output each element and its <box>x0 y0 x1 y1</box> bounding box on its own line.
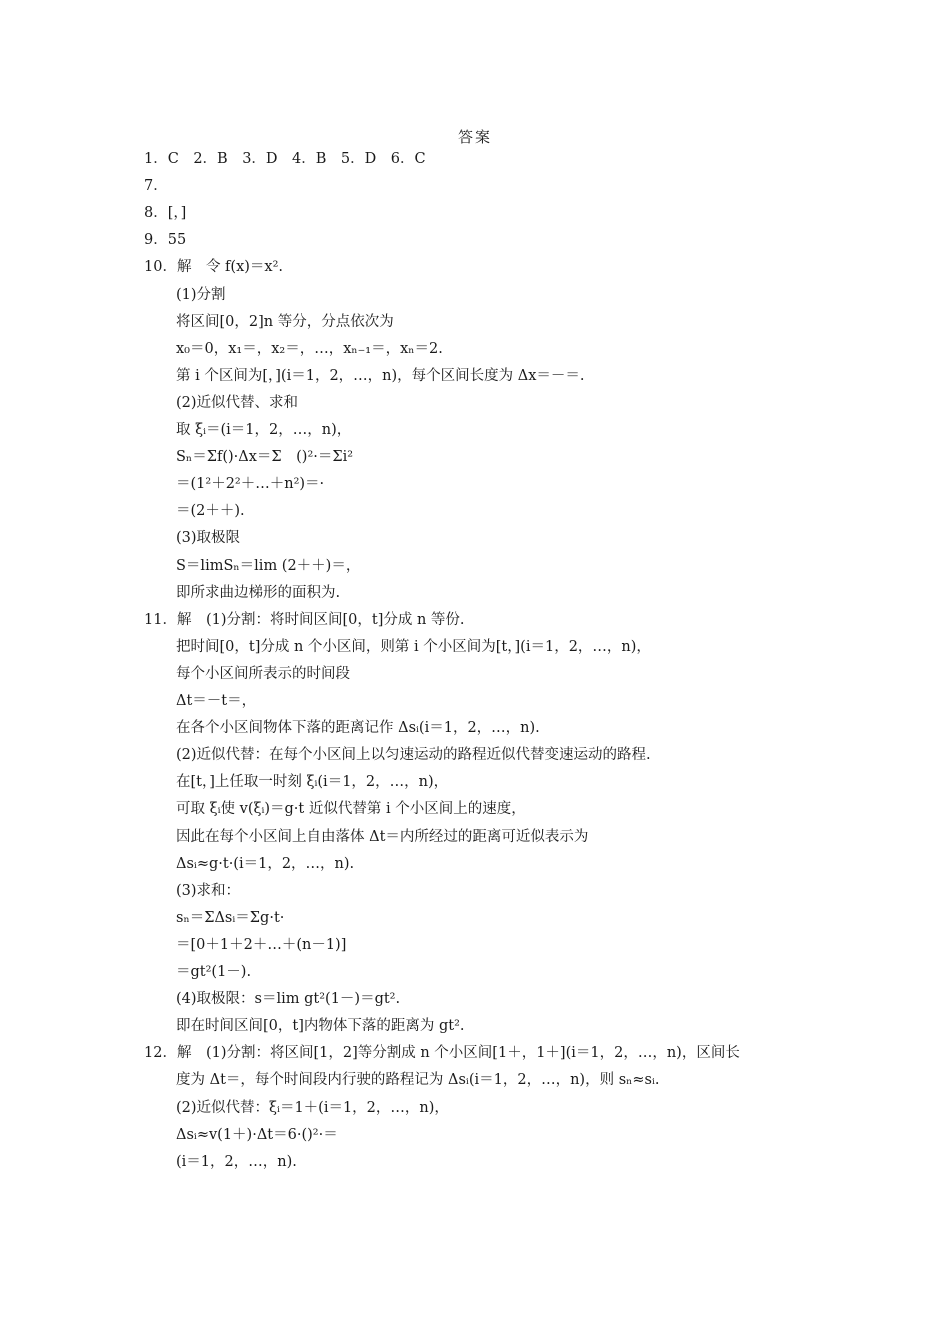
text-line: 即所求曲边梯形的面积为. <box>176 584 341 601</box>
text-line: 度为 Δt＝，每个时间段内行驶的路程记为 Δsᵢ(i＝1，2，…，n)，则 sₙ≈sᵢ. <box>176 1072 660 1089</box>
text-line: (i＝1，2，…，n). <box>176 1153 297 1170</box>
text-line: Δt＝－t＝， <box>176 693 257 709</box>
text-line: (3)取极限 <box>176 530 241 547</box>
text-line: 在[t，]上任取一时刻 ξᵢ(i＝1，2，…，n)， <box>176 774 449 791</box>
text-line: 把时间[0，t]分成 n 个小区间，则第 i 个小区间为[t，](i＝1，2，…，n)， <box>176 638 651 655</box>
text-line: Δsᵢ≈g·t·(i＝1，2，…，n). <box>176 855 355 872</box>
text-line: (1)分割 <box>176 286 226 303</box>
text-line: (2)近似代替：ξᵢ＝1＋(i＝1，2，…，n)， <box>176 1099 449 1116</box>
text-line: 9．55 <box>144 232 187 249</box>
text-line: (4)取极限：s＝lim gt²(1－)＝gt². <box>176 991 401 1008</box>
text-line: 8．[，] <box>144 205 187 222</box>
text-line: 7． <box>144 178 168 195</box>
text-line: ＝gt²(1－). <box>176 964 252 980</box>
text-line: ＝[0＋1＋2＋…＋(n－1)] <box>176 936 347 953</box>
text-line: sₙ＝ΣΔsᵢ＝Σg·t· <box>176 909 285 926</box>
text-line: 因此在每个小区间上自由落体 Δt＝内所经过的距离可近似表示为 <box>176 828 589 845</box>
text-line: ＝(1²＋2²＋…＋n²)＝· <box>176 476 325 493</box>
text-line: 第 i 个区间为[，](i＝1，2，…，n)，每个区间长度为 Δx＝－＝. <box>176 367 585 384</box>
text-line: 可取 ξᵢ使 v(ξᵢ)＝g·t 近似代替第 i 个小区间上的速度， <box>176 801 526 818</box>
text-line: (2)近似代替：在每个小区间上以匀速运动的路程近似代替变速运动的路程. <box>176 747 651 764</box>
page-title: 答案 <box>457 128 492 146</box>
text-line: Sₙ＝Σf()·Δx＝Σ ()²·＝Σi² <box>176 449 354 466</box>
text-line: (2)近似代替、求和 <box>176 394 299 411</box>
text-line: 将区间[0，2]n 等分，分点依次为 <box>176 313 394 330</box>
text-line: Δsᵢ≈v(1＋)·Δt＝6·()²·＝ <box>176 1126 338 1143</box>
text-line: 1．C 2．B 3．D 4．B 5．D 6．C <box>144 151 426 167</box>
text-line: ＝(2＋＋). <box>176 503 245 520</box>
text-line: S＝limSₙ＝lim (2＋＋)＝， <box>176 557 361 574</box>
text-line: 每个小区间所表示的时间段 <box>176 665 350 682</box>
text-line: 取 ξᵢ＝(i＝1，2，…，n)， <box>176 422 352 438</box>
text-line: 10．解 令 f(x)＝x². <box>144 259 284 276</box>
text-line: 在各个小区间物体下落的距离记作 Δsᵢ(i＝1，2，…，n). <box>176 720 540 737</box>
text-line: 11．解 (1)分割：将时间区间[0，t]分成 n 等份. <box>144 611 465 628</box>
text-line: (3)求和： <box>176 882 241 899</box>
text-line: x₀＝0，x₁＝，x₂＝，…，xₙ₋₁＝，xₙ＝2. <box>176 340 443 357</box>
text-line: 12．解 (1)分割：将区间[1，2]等分割成 n 个小区间[1＋，1＋](i＝1，2，…，n)，区间长 <box>144 1045 740 1062</box>
text-line: 即在时间区间[0，t]内物体下落的距离为 gt². <box>176 1018 465 1035</box>
